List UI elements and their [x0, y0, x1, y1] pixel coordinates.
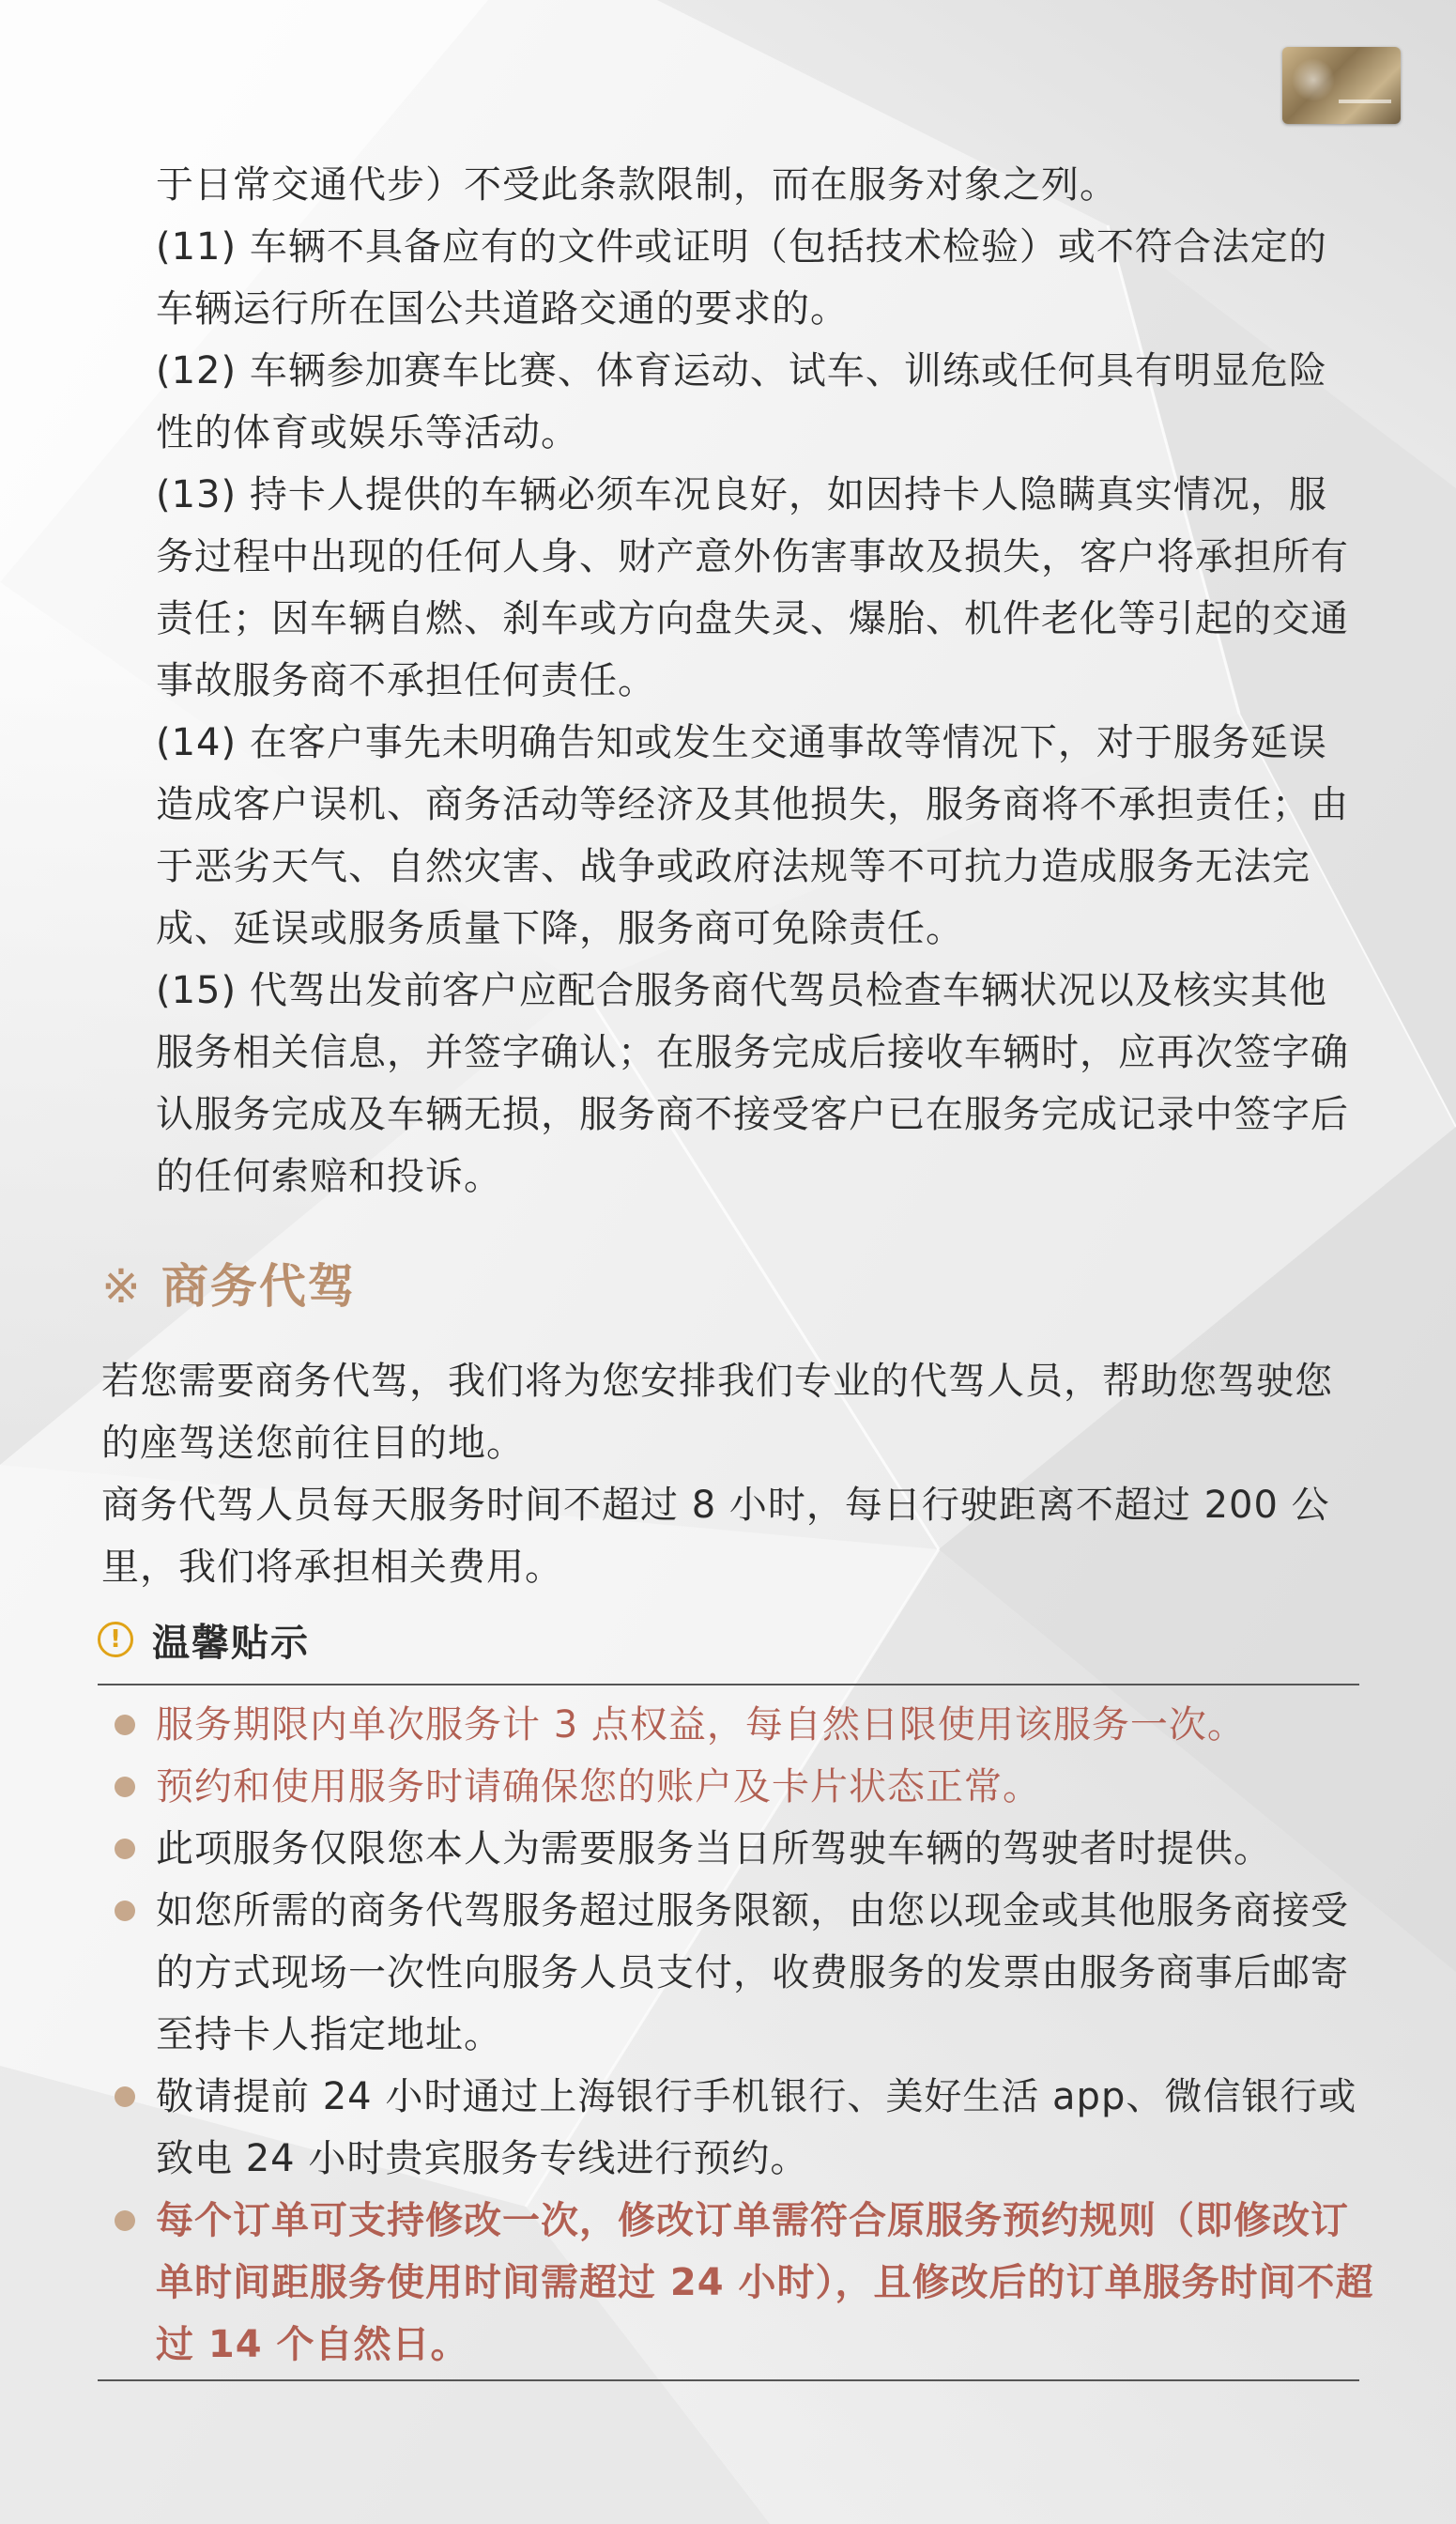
- tip-item: 如您所需的商务代驾服务超过服务限额，由您以现金或其他服务商接受的方式现场一次性向服务人员支付，收费服务的发票由服务商事后邮寄至持卡人指定地址。: [156, 1889, 1349, 2056]
- clause-15: (15) 代驾出发前客户应配合服务商代驾员检查车辆状况以及核实其他服务相关信息，并签字确认；在服务完成后接收车辆时，应再次签字确认服务完成及车辆无损，服务商不接受客户已在服务完成记录中签字后的任何索赔和投诉。: [156, 969, 1349, 1198]
- tip-item: 预约和使用服务时请确保您的账户及卡片状态正常。: [156, 1765, 1041, 1808]
- clause-14: (14) 在客户事先未明确告知或发生交通事故等情况下，对于服务延误造成客户误机、商务活动等经济及其他损失，服务商将不承担责任；由于恶劣天气、自然灾害、战争或政府法规等不可抗力造成服务无法完成、延误或服务质量下降，服务商可免除责任。: [156, 721, 1349, 950]
- reference-mark-icon: ※: [101, 1259, 143, 1314]
- tip-item-highlight: 每个订单可支持修改一次，修改订单需符合原服务预约规则（即修改订单时间距服务使用时间需超过 24 小时），且修改后的订单服务时间不超过 14 个自然日。: [156, 2199, 1374, 2366]
- bullet-dot: [115, 1901, 135, 1921]
- clause-11: (11) 车辆不具备应有的文件或证明（包括技术检验）或不符合法定的车辆运行所在国公共道路交通的要求的。: [156, 225, 1327, 331]
- bullet-dot: [115, 1715, 135, 1735]
- intro-paragraph: 若您需要商务代驾，我们将为您安排我们专业的代驾人员，帮助您驾驶您的座驾送您前往目的地。: [101, 1360, 1333, 1465]
- bullet-dot: [115, 2086, 135, 2107]
- tips-header: [98, 1613, 310, 1666]
- card-emblem: [1292, 58, 1335, 101]
- card-stripe: [1339, 100, 1391, 103]
- tip-item: 敬请提前 24 小时通过上海银行手机银行、美好生活 app、微信银行或致电 24 小时贵宾服务专线进行预约。: [156, 2075, 1357, 2180]
- tips-bottom-divider: [98, 2379, 1359, 2381]
- bullet-dot: [115, 2210, 135, 2231]
- clause-13: (13) 持卡人提供的车辆必须车况良好，如因持卡人隐瞒真实情况，服务过程中出现的任何人身、财产意外伤害事故及损失，客户将承担所有责任；因车辆自燃、刹车或方向盘失灵、爆胎、机件老化等引起的交通事故服务商不承担任何责任。: [156, 473, 1349, 702]
- warning-icon: !: [98, 1622, 133, 1657]
- clause-continuation: 于日常交通代步）不受此条款限制，而在服务对象之列。: [156, 163, 1118, 207]
- clause-12: (12) 车辆参加赛车比赛、体育运动、试车、训练或任何具有明显危险性的体育或娱乐等活动。: [156, 349, 1327, 454]
- tips-top-divider: [98, 1684, 1359, 1685]
- bullet-dot: [115, 1777, 135, 1797]
- section-title-text: 商务代驾: [161, 1259, 357, 1314]
- section-title: [101, 1254, 357, 1319]
- tip-item: 服务期限内单次服务计 3 点权益，每自然日限使用该服务一次。: [156, 1703, 1246, 1747]
- limits-paragraph: 商务代驾人员每天服务时间不超过 8 小时，每日行驶距离不超过 200 公里，我们将承担相关费用。: [101, 1484, 1330, 1589]
- tip-item: 此项服务仅限您本人为需要服务当日所驾驶车辆的驾驶者时提供。: [156, 1827, 1272, 1870]
- bullet-dot: [115, 1839, 135, 1859]
- premium-card-icon: [1282, 47, 1401, 124]
- tips-title: 温馨贴示: [152, 1621, 310, 1665]
